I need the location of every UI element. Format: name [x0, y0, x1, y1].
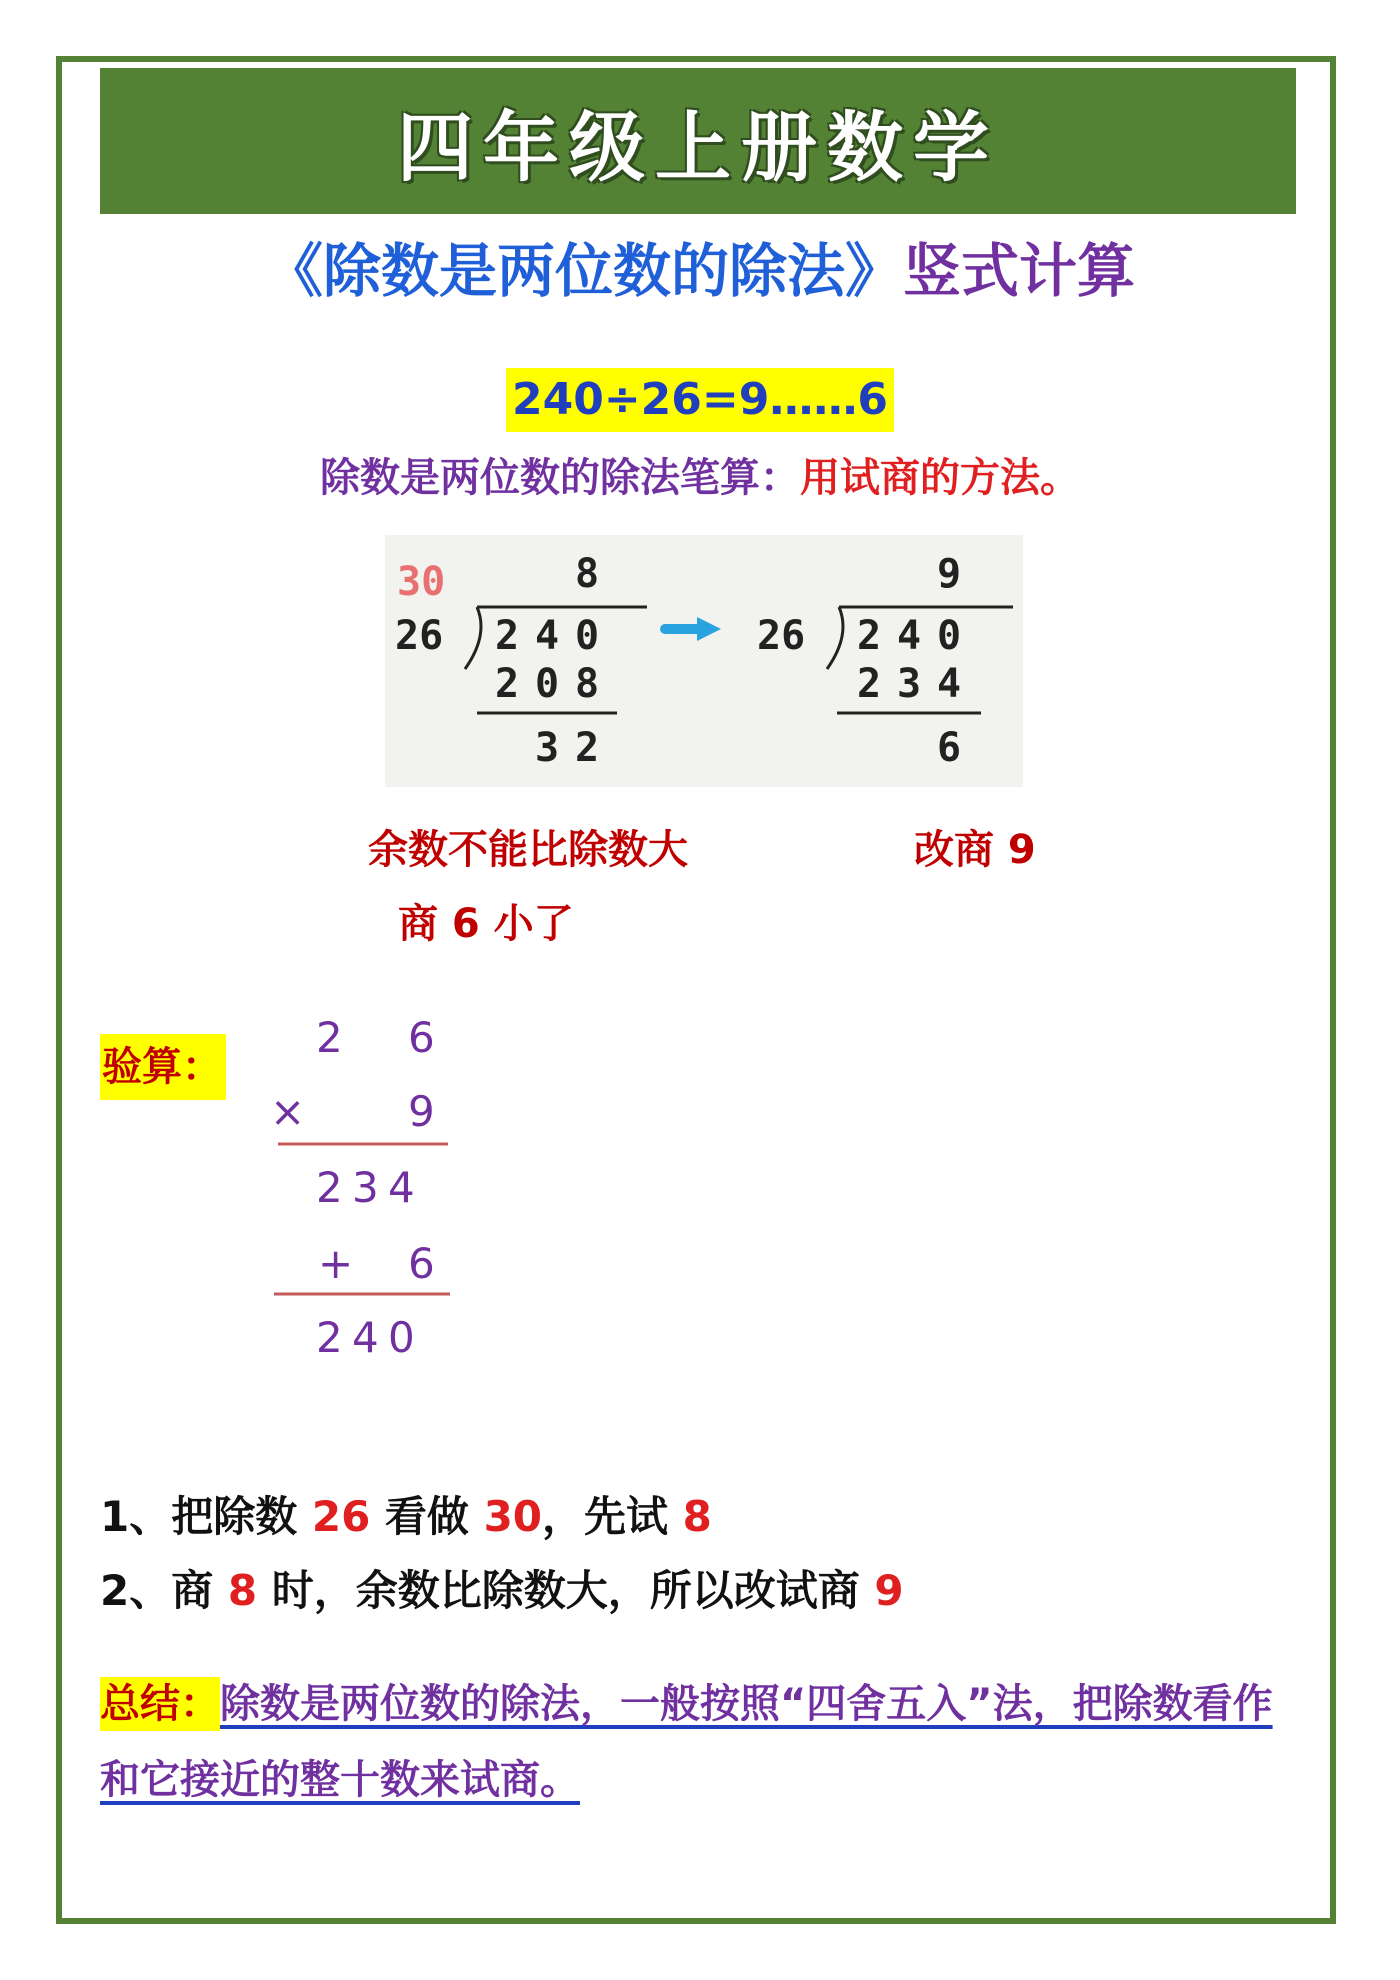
first-remainder-digit: 3: [535, 725, 560, 771]
result-digit: 0: [388, 1313, 415, 1362]
first-product-digit: 0: [535, 661, 560, 707]
second-bracket-curve: [827, 607, 843, 669]
note-change-quotient: 改商 9: [914, 827, 1036, 873]
step-one: [100, 1484, 712, 1544]
verification-diagram: [262, 1000, 462, 1370]
multiplicand-digit: 6: [408, 1013, 435, 1062]
second-remainder: 6: [937, 725, 962, 771]
second-quotient: 9: [937, 551, 962, 597]
second-divisor: 26: [757, 613, 806, 659]
plus-sign: +: [318, 1239, 354, 1288]
second-dividend-digit: 2: [857, 613, 882, 659]
second-product-digit: 4: [937, 661, 962, 707]
step-text: 看做: [370, 1492, 484, 1541]
multiplicand-digit: 2: [316, 1013, 343, 1062]
equation-row: [0, 368, 1400, 432]
product-digit: 2: [316, 1163, 343, 1212]
step-text: 2、商: [100, 1566, 228, 1615]
second-product-digit: 2: [857, 661, 882, 707]
step-text: 时，余数比除数大，所以改试商: [257, 1566, 875, 1615]
step-number: 8: [227, 1566, 258, 1615]
subtitle-lesson-name: 《除数是两位数的除法》: [264, 237, 903, 305]
note-remainder-too-big: 余数不能比除数大: [368, 827, 688, 873]
verification-label: 验算：: [100, 1034, 226, 1100]
step-number: 9: [874, 1566, 904, 1615]
subtitle-topic: 竖式计算: [903, 237, 1136, 305]
first-bracket-curve: [465, 607, 481, 669]
first-dividend-digit: 4: [535, 613, 560, 659]
first-product-digit: 2: [495, 661, 520, 707]
first-remainder-digit: 2: [575, 725, 600, 771]
summary-label: 总结：: [100, 1677, 220, 1731]
summary-text: 除数是两位数的除法，一般按照“四舍五入”法，把除数看作和它接近的整十数来试商。: [100, 1681, 1273, 1803]
estimate-number: 30: [397, 559, 446, 605]
result-digit: 4: [352, 1313, 379, 1362]
step-text: ，先试: [542, 1492, 683, 1541]
lesson-subtitle: [0, 236, 1400, 306]
method-highlight: 用试商的方法。: [800, 455, 1080, 501]
long-division-panel: [385, 535, 1023, 787]
title-banner: [100, 68, 1296, 214]
second-dividend-digit: 0: [937, 613, 962, 659]
page-frame: [56, 56, 1336, 1924]
page-title: 四年级上册数学: [397, 102, 999, 192]
step-number: 30: [483, 1492, 543, 1541]
step-two: [100, 1558, 904, 1618]
times-sign: ×: [270, 1087, 306, 1136]
product-digit: 4: [388, 1163, 415, 1212]
right-arrow-icon: [697, 617, 721, 641]
summary-block: [100, 1666, 1300, 1818]
first-product-digit: 8: [575, 661, 600, 707]
method-line: [0, 446, 1400, 503]
first-dividend-digit: 2: [495, 613, 520, 659]
addend: 6: [408, 1239, 435, 1288]
multiplier: 9: [408, 1087, 435, 1136]
step-number: 8: [682, 1492, 712, 1541]
second-dividend-digit: 4: [897, 613, 922, 659]
step-number: 26: [311, 1492, 371, 1541]
second-product-digit: 3: [897, 661, 922, 707]
first-divisor: 26: [395, 613, 444, 659]
division-equation: 240÷26=9……6: [506, 368, 894, 432]
first-quotient: 8: [575, 551, 600, 597]
first-dividend-digit: 0: [575, 613, 600, 659]
method-prefix: 除数是两位数的除法笔算：: [320, 455, 800, 501]
result-digit: 2: [316, 1313, 343, 1362]
product-digit: 3: [352, 1163, 379, 1212]
long-division-diagram: [385, 535, 1023, 787]
step-text: 1、把除数: [100, 1492, 312, 1541]
note-quotient-small: 商 6 小了: [398, 901, 574, 947]
